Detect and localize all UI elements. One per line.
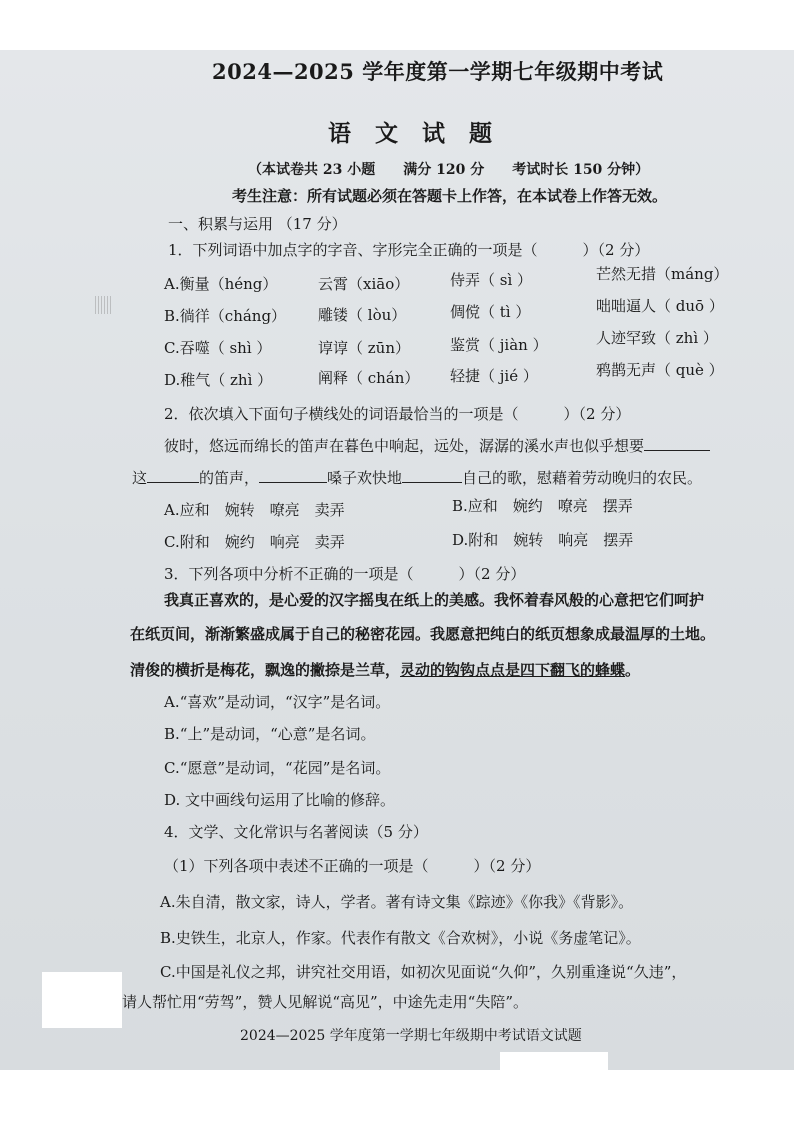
q2-stem: 2．依次填入下面句子横线处的词语最恰当的一项是（ ）（2 分） (164, 405, 631, 423)
answer-blank (402, 468, 462, 483)
q2-option-b: B.应和 婉约 嘹亮 摆弄 (452, 497, 633, 515)
q2-passage-text: 这 (132, 469, 148, 487)
q1-option: D.稚气（ zhì ） (164, 371, 273, 389)
page-footer: 2024—2025 学年度第一学期七年级期中考试语文试题 (240, 1028, 582, 1044)
q3-underlined-sentence: 灵动的钩钩点点是四下翻飞的蜂蝶 (400, 661, 626, 679)
scan-noise (95, 296, 113, 314)
q3-option-a: A.“喜欢”是动词，“汉字”是名词。 (164, 693, 391, 711)
q3-passage-line1: 我真正喜欢的，是心爱的汉字摇曳在纸上的美感。我怀着春风般的心意把它们呵护 (164, 591, 705, 609)
q1-option: A.衡量（héng） (164, 275, 278, 293)
q1-option: 芒然无措（máng） (596, 265, 729, 283)
q1-option: 鉴赏（ jiàn ） (450, 336, 548, 354)
section-heading: 一、积累与运用 （17 分） (168, 215, 347, 233)
q4-option-a: A.朱自清，散文家，诗人，学者。著有诗文集《踪迹》《你我》《背影》。 (160, 893, 634, 911)
q4-stem: 4．文学、文化常识与名著阅读（5 分） (164, 823, 428, 841)
q4-option-c-line1: C.中国是礼仪之邦，讲究社交用语，如初次见面说“久仰”，久别重逢说“久违”， (160, 963, 687, 981)
q1-option: 雕镂（ lòu） (318, 306, 407, 324)
redaction-box (42, 972, 122, 1028)
q1-option: 轻捷（ jié ） (450, 367, 538, 385)
q1-stem: 1．下列词语中加点字的字音、字形完全正确的一项是（ ）（2 分） (168, 241, 650, 259)
q3-passage-text: 清俊的横折是梅花，飘逸的撇捺是兰草， (130, 661, 401, 679)
q1-option: B.徜徉（cháng） (164, 307, 287, 325)
q4-option-b: B.史铁生，北京人，作家。代表作有散文《合欢树》，小说《务虚笔记》。 (160, 929, 641, 947)
q1-option: 鸦鹊无声（ què ） (596, 361, 724, 379)
q4-sub1-stem: （1）下列各项中表述不正确的一项是（ ）（2 分） (164, 857, 541, 875)
answer-blank (259, 468, 327, 483)
q1-option: 谆谆（ zūn） (318, 339, 410, 357)
q4-option-c-line2: 请人帮忙用“劳驾”，赞人见解说“高见”，中途先走用“失陪”。 (122, 993, 529, 1011)
q2-passage-line1 (164, 436, 710, 456)
q1-option: 云霄（xiāo） (318, 275, 410, 293)
q2-passage-text: 彼时，悠远而绵长的笛声在暮色中响起，远处，潺潺的溪水声也似乎想要 (164, 437, 645, 455)
q3-passage-line2: 在纸页间，渐渐繁盛成属于自己的秘密花园。我愿意把纯白的纸页想象成最温厚的土地。 (130, 625, 716, 643)
q2-option-d: D.附和 婉转 响亮 摆弄 (452, 531, 634, 549)
q3-option-c: C.“愿意”是动词，“花园”是名词。 (164, 759, 391, 777)
exam-subtitle: 语 文 试 题 (328, 120, 501, 147)
q2-passage-text: 自己的歌，慰藉着劳动晚归的农民。 (462, 469, 703, 487)
q3-passage-text: 。 (625, 661, 641, 679)
q2-option-c: C.附和 婉约 响亮 卖弄 (164, 533, 345, 551)
answer-blank (644, 436, 710, 451)
q3-passage-line3 (130, 660, 640, 680)
q2-passage-line2 (132, 468, 702, 488)
q1-option: 倜傥（ tì ） (450, 303, 531, 321)
q2-passage-text: 嗓子欢快地 (327, 469, 403, 487)
q1-option: 咄咄逼人（ duō ） (596, 297, 724, 315)
q1-option: 侍弄（ sì ） (450, 271, 533, 289)
exam-notice: 考生注意：所有试题必须在答题卡上作答，在本试卷上作答无效。 (232, 187, 668, 205)
exam-info: （本试卷共 23 小题 满分 120 分 考试时长 150 分钟） (248, 162, 650, 178)
q1-option: 人迹罕致（ zhì ） (596, 329, 718, 347)
answer-blank (147, 468, 199, 483)
q1-option: 阐释（ chán） (318, 369, 420, 387)
q1-option: C.吞噬（ shì ） (164, 339, 272, 357)
q3-option-d: D. 文中画线句运用了比喻的修辞。 (164, 791, 396, 809)
redaction-box (500, 1052, 608, 1072)
exam-title: 2024—2025 学年度第一学期七年级期中考试 (212, 59, 664, 84)
q3-option-b: B.“上”是动词，“心意”是名词。 (164, 725, 376, 743)
q2-passage-text: 的笛声， (199, 469, 260, 487)
q2-option-a: A.应和 婉转 嘹亮 卖弄 (164, 501, 345, 519)
q3-stem: 3．下列各项中分析不正确的一项是（ ）（2 分） (164, 565, 526, 583)
